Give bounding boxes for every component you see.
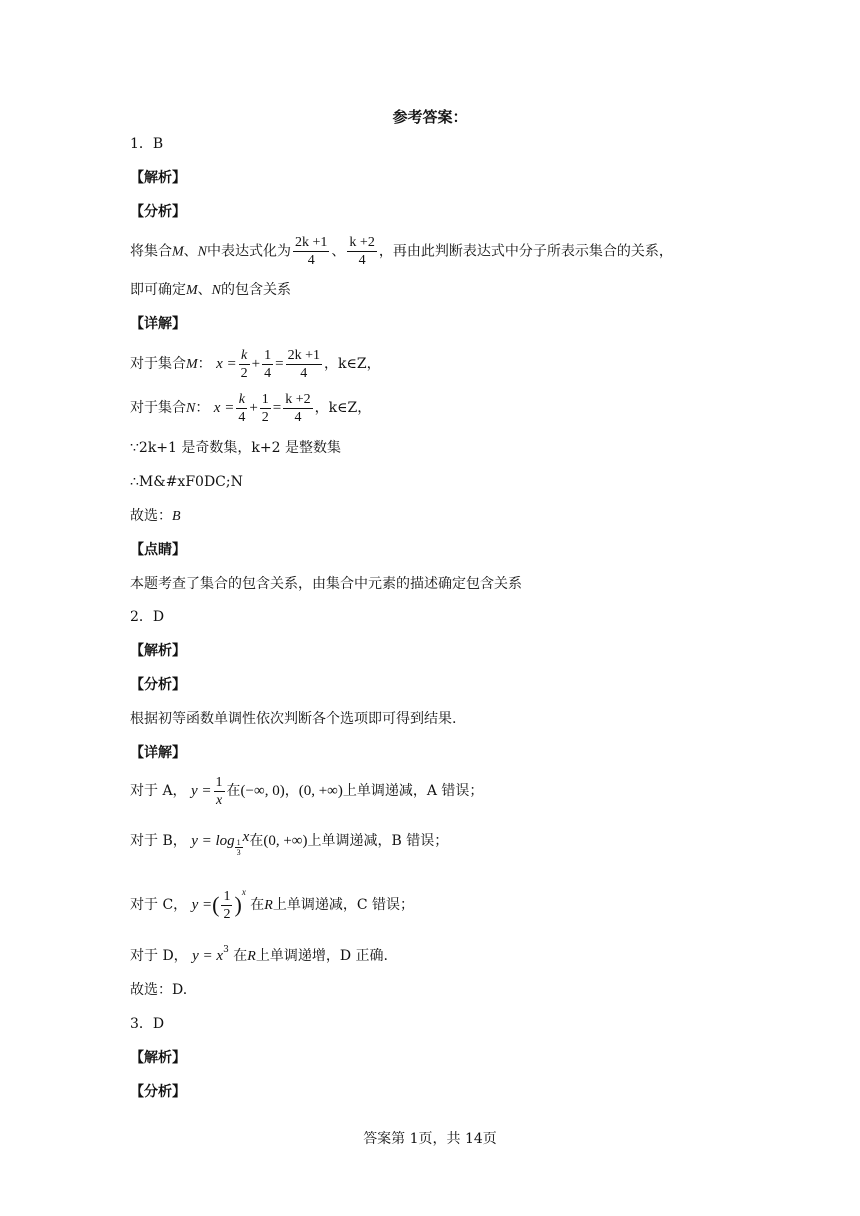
numerator: k +2 xyxy=(349,235,375,250)
fraction xyxy=(260,391,271,426)
math-x: x xyxy=(242,829,250,845)
q1-because: ∵2k+1 是奇数集，k+2 是整数集 xyxy=(130,440,341,456)
denominator: 2 xyxy=(223,906,231,922)
q3-jiexi-heading: 【解析】 xyxy=(130,1050,186,1066)
q2-fenxi-text: 根据初等函数单调性依次判断各个选项即可得到结果. xyxy=(130,711,457,727)
fraction xyxy=(286,347,322,382)
numerator: 2k +1 xyxy=(295,235,328,250)
set-R: R xyxy=(264,898,273,913)
q1-fenxi-line2 xyxy=(130,280,291,301)
denominator: 3 xyxy=(236,848,241,857)
q1-jiexi-heading: 【解析】 xyxy=(130,170,186,186)
var-M: M xyxy=(186,283,198,298)
q2-xiangjie-heading: 【详解】 xyxy=(130,745,186,761)
text-segment: 故选： xyxy=(130,508,172,524)
q2-option-a xyxy=(130,772,483,810)
q2-jiexi-heading: 【解析】 xyxy=(130,643,186,659)
colon: ： xyxy=(197,356,212,372)
text-segment: ，k∈Z， xyxy=(314,400,372,416)
q2-option-c xyxy=(130,870,414,928)
text-segment: ，k∈Z， xyxy=(324,356,381,372)
denominator: 4 xyxy=(238,409,246,425)
text-segment: 对于集合 xyxy=(130,356,186,372)
math-x: x = xyxy=(216,356,237,372)
text-segment: 上单调递减，C 错误； xyxy=(272,897,414,913)
text-segment: 将集合 xyxy=(130,243,172,260)
fraction xyxy=(221,888,232,923)
fraction xyxy=(293,234,329,269)
denominator: 4 xyxy=(300,365,308,381)
math-y-cube: y = x xyxy=(192,948,224,964)
numerator: 1 xyxy=(264,347,272,363)
numerator: 1 xyxy=(236,838,241,847)
separator: 、 xyxy=(197,282,212,298)
numerator: 2k +1 xyxy=(287,347,320,363)
math-x: x = xyxy=(213,400,235,416)
text-segment: ，再由此判断表达式中分子所表示集合的关系， xyxy=(378,243,673,260)
q3-answer: 3．D xyxy=(130,1016,165,1032)
text-segment: 在 xyxy=(249,833,264,849)
denominator: 2 xyxy=(240,365,248,381)
text-segment: 对于 B， xyxy=(130,833,187,849)
q1-dianjing-heading: 【点睛】 xyxy=(130,542,186,558)
q1-set-N xyxy=(130,390,371,427)
plus-sign: + xyxy=(249,400,258,416)
text-segment: 对于 C， xyxy=(130,897,188,913)
choice-value: B xyxy=(172,509,181,524)
q1-set-M xyxy=(130,346,381,383)
text-segment: 在 xyxy=(250,897,265,913)
equals-sign: = xyxy=(272,400,282,416)
page-title: 参考答案： xyxy=(392,108,468,126)
var-M: M xyxy=(172,244,184,260)
var-N: N xyxy=(211,283,222,298)
exponent: 3 xyxy=(223,945,229,955)
numerator: k xyxy=(239,347,250,365)
q1-fenxi-heading: 【分析】 xyxy=(130,204,186,220)
interval: (−∞, 0) xyxy=(240,783,285,799)
text-segment: 中表达式化为 xyxy=(207,243,292,260)
numerator: k xyxy=(236,391,247,409)
denominator: 2 xyxy=(261,409,269,425)
q1-fenxi-text xyxy=(130,234,673,270)
fraction xyxy=(347,234,376,269)
text-segment: 上单调递增，D 正确. xyxy=(255,948,388,964)
fraction xyxy=(262,347,273,382)
denominator: 4 xyxy=(307,253,315,268)
fraction xyxy=(236,391,247,426)
q2-option-b xyxy=(130,820,448,858)
q2-option-d xyxy=(130,940,388,967)
plus-sign: + xyxy=(251,356,261,372)
text-segment: 在 xyxy=(226,783,241,799)
var-N: N xyxy=(186,401,196,416)
q2-fenxi-heading: 【分析】 xyxy=(130,677,186,693)
fraction xyxy=(283,391,312,426)
denominator: 4 xyxy=(358,253,366,268)
q1-xiangjie-heading: 【详解】 xyxy=(130,316,186,332)
exponent: x xyxy=(241,887,246,897)
interval: (0, +∞) xyxy=(263,833,308,849)
text-segment: 对于集合 xyxy=(130,400,186,416)
var-M: M xyxy=(186,357,198,372)
left-paren: ( xyxy=(212,892,220,917)
numerator: 1 xyxy=(261,391,269,407)
math-y: y = xyxy=(191,897,213,913)
q2-choose: 故选：D. xyxy=(130,982,188,998)
text-segment: 上单调递减，B 错误； xyxy=(307,833,449,849)
q1-dianjing-text: 本题考查了集合的包含关系，由集合中元素的描述确定包含关系 xyxy=(130,576,522,592)
denominator: 4 xyxy=(264,365,272,381)
q2-answer: 2．D xyxy=(130,609,165,625)
log-base xyxy=(235,838,243,857)
colon: ： xyxy=(195,400,210,416)
text-segment: 的包含关系 xyxy=(221,282,292,298)
numerator: k +2 xyxy=(285,391,311,407)
fraction xyxy=(214,774,225,809)
q1-therefore: ∴M&#xF0DC;N xyxy=(130,474,243,490)
q1-answer: 1．B xyxy=(130,136,164,152)
text-segment: 对于 A， xyxy=(130,783,187,799)
numerator: 1 xyxy=(215,774,223,790)
q3-fenxi-heading: 【分析】 xyxy=(130,1084,186,1100)
set-R: R xyxy=(247,949,256,964)
text-segment: 在 xyxy=(233,948,248,964)
comma: ， xyxy=(284,783,299,799)
text-segment: 对于 D， xyxy=(130,948,188,964)
fraction xyxy=(239,347,250,382)
text-segment: 上单调递减，A 错误； xyxy=(342,783,484,799)
right-paren: ) xyxy=(234,892,242,917)
page-footer: 答案第 1页，共 14页 xyxy=(363,1131,497,1147)
interval: (0, +∞) xyxy=(298,783,343,799)
separator: 、 xyxy=(183,243,198,260)
math-y-log: y = log xyxy=(191,833,235,849)
denominator: 4 xyxy=(294,409,302,425)
text-segment: 即可确定 xyxy=(130,282,186,298)
separator: 、 xyxy=(331,243,346,260)
q1-choose xyxy=(130,506,181,527)
denominator: x xyxy=(215,792,223,808)
math-y: y = xyxy=(191,783,212,799)
var-N: N xyxy=(197,244,208,260)
equals-sign: = xyxy=(275,356,284,372)
numerator: 1 xyxy=(223,888,231,904)
